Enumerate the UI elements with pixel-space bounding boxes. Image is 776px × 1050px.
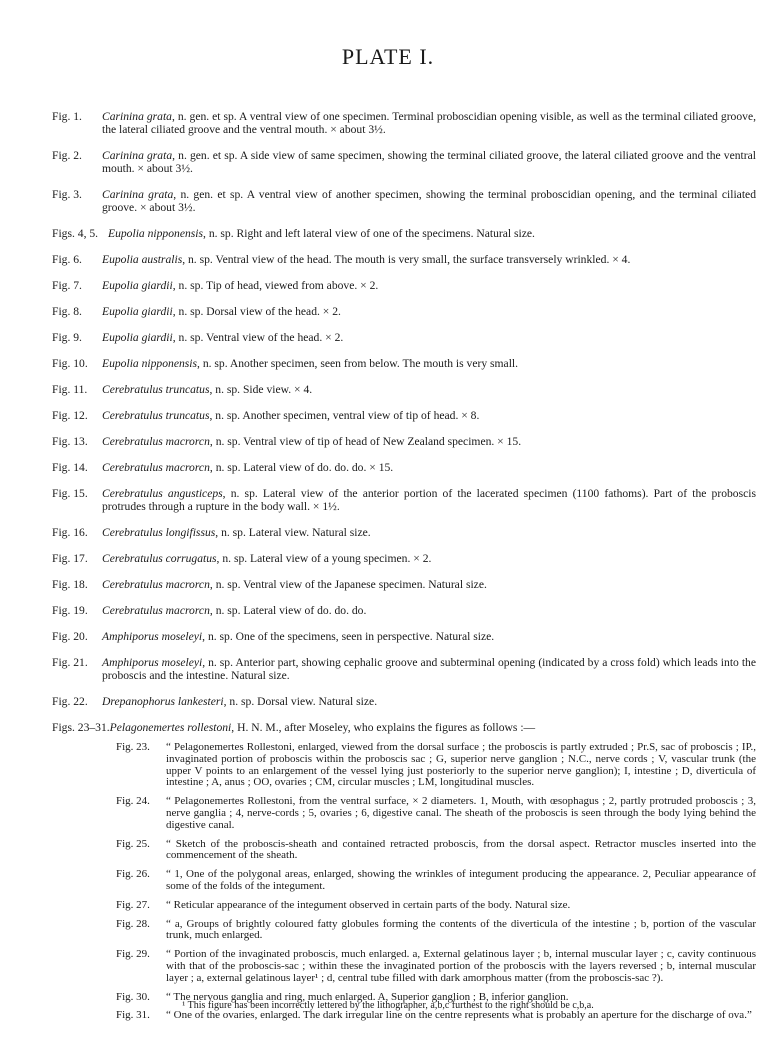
figure-entry <box>52 227 756 240</box>
figure-label: Fig. 12. <box>52 409 88 422</box>
figure-description: , n. sp. Lateral view of the anterior portion of the lacerated specimen (1100 fathoms). Part of the proboscis protrudes through a rupture in the body wall. × 1½. <box>102 487 756 513</box>
species-name: Eupolia nipponensis <box>102 357 198 370</box>
figure-description: “ Pelagonemertes Rollestoni, from the ventral surface, × 2 diameters. 1, Mouth, with œsophagus ; 2, partly protruded proboscis ; 3, nerve ganglia ; 4, nerve-cords ; 5, ovaries ; 6, digestive canal. The sheath of the proboscis is seen through the body lying behind the digestive canal. <box>166 795 756 831</box>
figure-label: Fig. 28. <box>116 917 150 930</box>
figure-label: Fig. 1. <box>52 110 82 123</box>
figure-label: Fig. 26. <box>116 868 150 881</box>
figure-entry <box>52 110 756 136</box>
figure-description: , n. sp. Lateral view of do. do. do. × 15. <box>209 461 394 474</box>
figure-description: , n. sp. Lateral view of do. do. do. <box>209 604 367 617</box>
figure-entry <box>52 552 756 565</box>
figure-description: , n. sp. Lateral view of a young specimen. × 2. <box>216 552 432 565</box>
sub-figure-entry <box>116 796 756 831</box>
figure-description: , n. sp. Ventral view of the head. The mouth is very small, the surface transversely wrinkled. × 4. <box>182 253 631 266</box>
species-name: Cerebratulus macrorcn <box>102 461 210 474</box>
species-name: Cerebratulus macrorcn <box>102 604 210 617</box>
species-name: Eupolia nipponensis <box>108 227 204 240</box>
species-name: Cerebratulus truncatus <box>102 383 210 396</box>
sub-figure-entry <box>116 919 756 943</box>
figure-description: , n. sp. Dorsal view of the head. × 2. <box>172 305 341 318</box>
figure-label: Fig. 7. <box>52 279 82 292</box>
figure-label: Fig. 25. <box>116 837 150 850</box>
species-name: Amphiporus moseleyi <box>102 656 203 669</box>
species-name: Carinina grata <box>102 110 172 123</box>
figure-entry <box>52 188 756 214</box>
sub-figure-entry <box>116 949 756 984</box>
figure-entry <box>52 578 756 591</box>
sub-figure-entry <box>116 1010 756 1022</box>
figure-description: , n. gen. et sp. A ventral view of another specimen, showing the terminal proboscidian opening, and the terminal ciliated groove. × about 3½. <box>102 188 756 214</box>
figure-label: Fig. 18. <box>52 578 88 591</box>
figure-description: , n. sp. Dorsal view. Natural size. <box>223 695 378 708</box>
figure-description: “ Reticular appearance of the integument observed in certain parts of the body. Natural size. <box>166 898 571 911</box>
figure-description: , n. sp. Another specimen, seen from below. The mouth is very small. <box>197 357 519 370</box>
figure-label: Figs. 23–31. <box>52 721 110 734</box>
figure-description: “ The nervous ganglia and ring, much enlarged. A, Superior ganglion ; B, inferior ganglion. <box>166 990 569 1003</box>
figure-entry <box>52 695 756 708</box>
footnote: ¹ This figure has been incorrectly lettered by the lithographer, a,b,c furthest to the right should be c,b,a. <box>182 1000 594 1011</box>
figure-label: Fig. 11. <box>52 383 88 396</box>
figure-description: , n. gen. et sp. A side view of same specimen, showing the terminal ciliated groove, the lateral ciliated groove and the ventral mouth. × about 3½. <box>102 149 756 175</box>
figure-label: Fig. 3. <box>52 188 82 201</box>
figure-description: , n. sp. Anterior part, showing cephalic groove and subterminal opening (indicated by a cross fold) which leads into the proboscis and the intestine. Natural size. <box>102 656 756 682</box>
figure-entry <box>52 656 756 682</box>
figure-description: , H. N. M., after Moseley, who explains the figures as follows :— <box>231 721 536 734</box>
figure-description: , n. sp. Side view. × 4. <box>209 383 313 396</box>
figure-label: Fig. 9. <box>52 331 82 344</box>
figure-description: “ 1, One of the polygonal areas, enlarged, showing the wrinkles of integument producing the appearance. 2, Peculiar appearance of some of the folds of the integument. <box>166 868 756 892</box>
species-name: Cerebratulus macrorcn <box>102 578 210 591</box>
figure-description: “ Pelagonemertes Rollestoni, enlarged, viewed from the dorsal surface ; the proboscis is partly extruded ; Pr.S, sac of proboscis ; IP., invaginated portion of proboscis within the proboscis sac ; G, superior nerve ganglion ; N.C., nerve cords ; V, vascular trunk (the upper V points to an enlargement of the vessel lying just posteriorly to the superior nerve ganglion); I, intestine ; D, diverticula of intestine ; A, anus ; OO, ovaries ; CM, circular muscles ; LM, longitudinal muscles. <box>166 741 756 789</box>
figure-entry <box>52 604 756 617</box>
species-name: Cerebratulus macrorcn <box>102 435 210 448</box>
figure-entry <box>52 253 756 266</box>
species-name: Eupolia giardii <box>102 331 173 344</box>
species-name: Amphiporus moseleyi <box>102 630 203 643</box>
sub-figure-entry <box>116 900 756 912</box>
figure-label: Fig. 14. <box>52 461 88 474</box>
species-name: Drepanophorus lankesteri <box>102 695 224 708</box>
figure-description: , n. sp. Ventral view of the Japanese specimen. Natural size. <box>209 578 487 591</box>
figure-label: Fig. 20. <box>52 630 88 643</box>
figure-description: , n. gen. et sp. A ventral view of one specimen. Terminal proboscidian opening visible, as well as the terminal ciliated groove, the lateral ciliated groove and the ventral mouth. × about 3½. <box>102 110 756 136</box>
species-name: Cerebratulus truncatus <box>102 409 210 422</box>
figure-entry <box>52 526 756 539</box>
figure-entry <box>52 409 756 422</box>
sub-figure-entry <box>116 839 756 863</box>
figure-description: “ Portion of the invaginated proboscis, much enlarged. a, External gelatinous layer ; b, internal muscular layer ; c, cavity continuous with that of the proboscis-sac ; within these the invaginated portion of the proboscis with the layers reversed ; b, internal muscular layer ; a, external gelatinous layer¹ ; d, central tube filled with dark amorphous matter (from the proboscis-sac ?). <box>166 948 756 984</box>
figure-entry <box>52 357 756 370</box>
figure-description: , n. sp. Ventral view of tip of head of New Zealand specimen. × 15. <box>209 435 522 448</box>
figure-label: Fig. 27. <box>116 898 150 911</box>
plate-title: PLATE I. <box>341 44 435 69</box>
figure-description: “ a, Groups of brightly coloured fatty globules forming the contents of the diverticula of the intestine ; b, portion of the vascular trunk, much enlarged. <box>166 917 756 942</box>
species-name: Pelagonemertes rollestoni <box>109 721 232 734</box>
figure-label: Fig. 13. <box>52 435 88 448</box>
species-name: Cerebratulus longifissus <box>102 526 216 539</box>
species-name: Carinina grata <box>102 188 174 201</box>
species-name: Cerebratulus angusticeps <box>102 487 223 500</box>
figure-description: , n. sp. Another specimen, ventral view of tip of head. × 8. <box>209 409 480 422</box>
figure-label: Fig. 31. <box>116 1009 150 1022</box>
figure-label: Fig. 24. <box>116 795 150 808</box>
species-name: Eupolia giardii <box>102 305 173 318</box>
figure-label: Fig. 29. <box>116 948 150 961</box>
figure-description: “ Sketch of the proboscis-sheath and contained retracted proboscis, from the dorsal aspect. Retractor muscles inserted into the commencement of the sheath. <box>166 837 756 862</box>
figure-list <box>52 110 756 1029</box>
figure-label: Fig. 19. <box>52 604 88 617</box>
figure-description: “ One of the ovaries, enlarged. The dark irregular line on the centre represents what is probably an aperture for the discharge of ova.” <box>166 1009 752 1022</box>
figure-entry <box>52 487 756 513</box>
figure-label: Fig. 6. <box>52 253 82 266</box>
figure-description: , n. sp. Right and left lateral view of one of the specimens. Natural size. <box>203 227 535 240</box>
figure-label: Fig. 16. <box>52 526 88 539</box>
figure-label: Fig. 10. <box>52 357 88 370</box>
species-name: Cerebratulus corrugatus <box>102 552 217 565</box>
figure-entry <box>52 435 756 448</box>
figure-label: Fig. 30. <box>116 990 150 1003</box>
figure-entry <box>52 630 756 643</box>
figure-entry <box>52 383 756 396</box>
figure-label: Fig. 2. <box>52 149 82 162</box>
figure-entry <box>52 305 756 318</box>
figure-entry <box>52 149 756 175</box>
figure-label: Fig. 17. <box>52 552 88 565</box>
species-name: Eupolia australis <box>102 253 183 266</box>
figure-description: , n. sp. Ventral view of the head. × 2. <box>172 331 344 344</box>
figure-entry <box>52 331 756 344</box>
figure-label: Figs. 4, 5. <box>52 227 99 240</box>
species-name: Carinina grata <box>102 149 173 162</box>
sub-figure-entry <box>116 742 756 789</box>
figure-label: Fig. 21. <box>52 656 88 669</box>
figure-entry <box>52 461 756 474</box>
figure-description: , n. sp. Tip of head, viewed from above. × 2. <box>172 279 379 292</box>
figure-entry <box>52 279 756 292</box>
figure-label: Fig. 22. <box>52 695 88 708</box>
figure-label: Fig. 15. <box>52 487 88 500</box>
figure-label: Fig. 8. <box>52 305 82 318</box>
species-name: Eupolia giardii <box>102 279 173 292</box>
figure-group-heading <box>52 721 756 734</box>
figure-description: , n. sp. One of the specimens, seen in perspective. Natural size. <box>202 630 495 643</box>
figure-label: Fig. 23. <box>116 741 150 753</box>
figure-description: , n. sp. Lateral view. Natural size. <box>215 526 371 539</box>
sub-figure-entry <box>116 869 756 893</box>
